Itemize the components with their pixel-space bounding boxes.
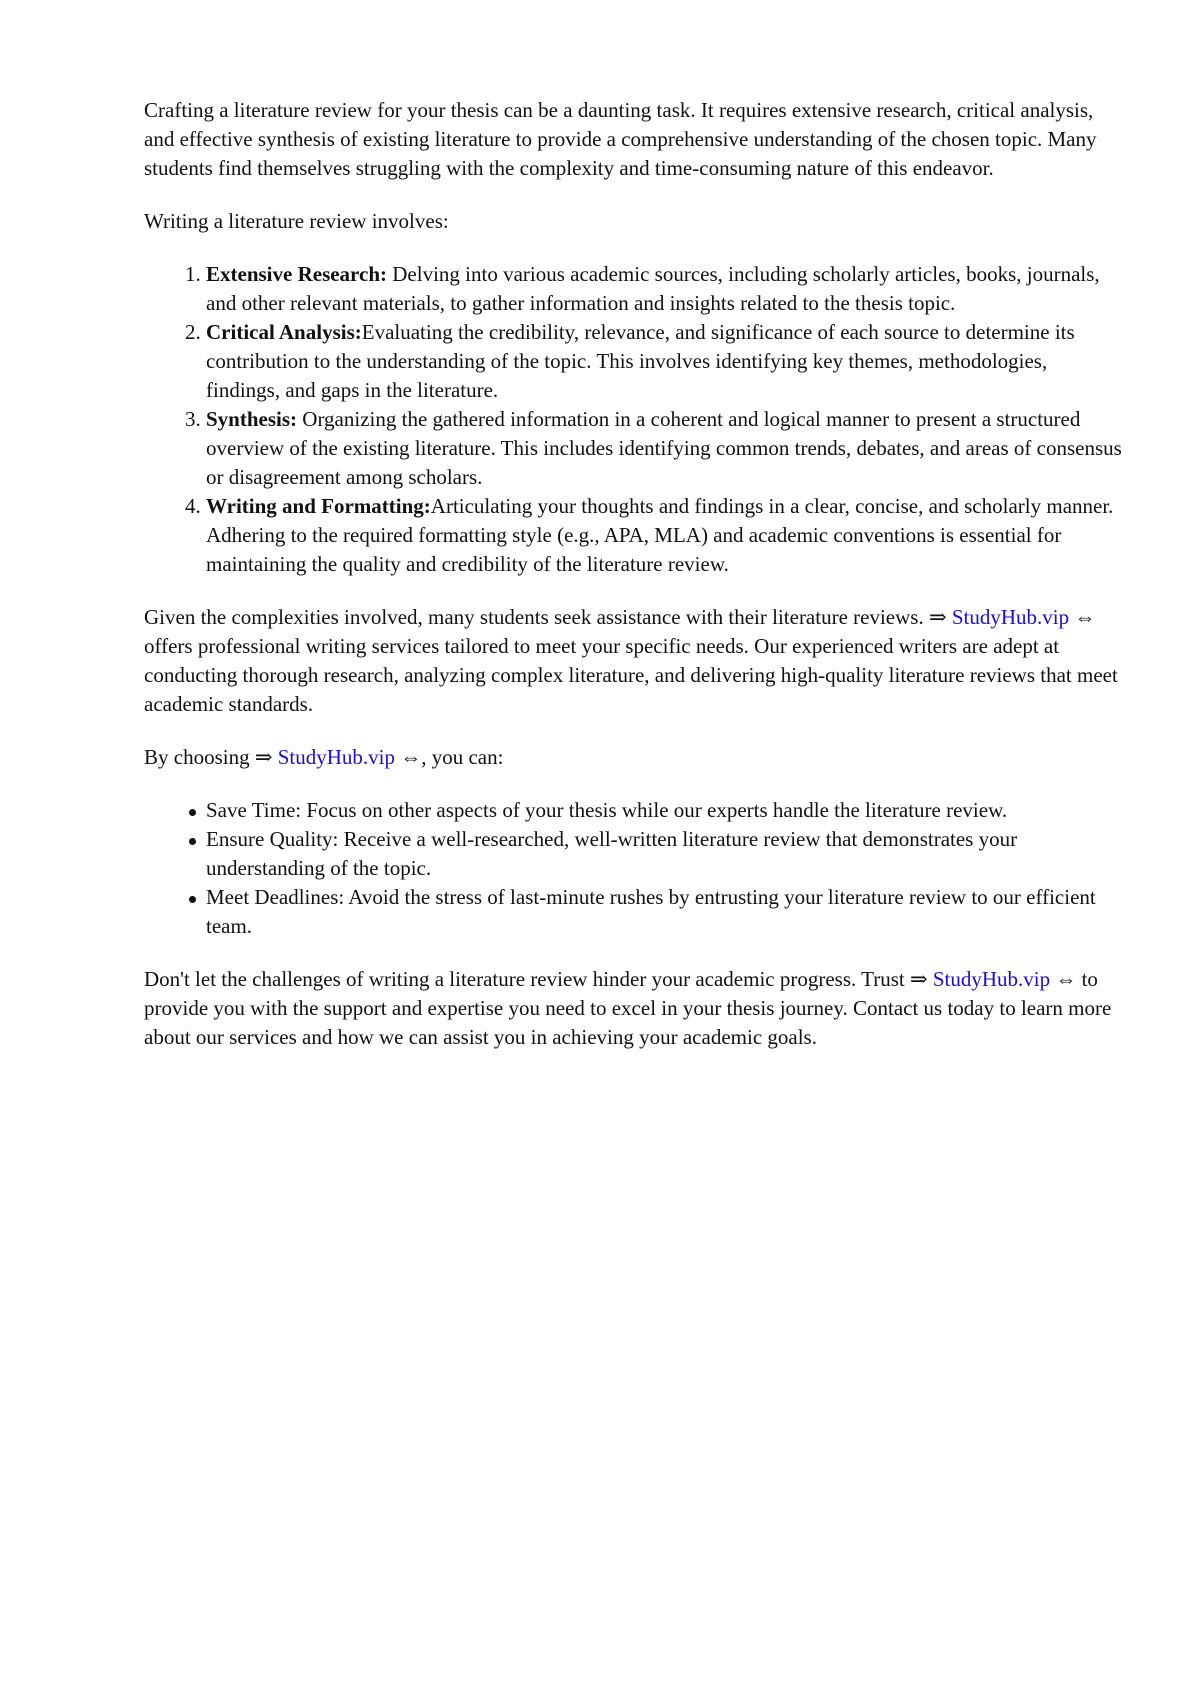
bullet-icon <box>189 896 196 903</box>
step-text: Organizing the gathered information in a coherent and logical manner to present a structured overview of the existing literature. This includes identifying common trends, debates, and areas of consensus or disagreement among scholars. <box>206 407 1122 489</box>
intro-paragraph: Crafting a literature review for your thesis can be a daunting task. It requires extensive research, critical analysis, and effective synthesis of existing literature to provide a comprehensive understanding of the chosen topic. Many students find themselves struggling with the complexity and time-consuming nature of this endeavor. <box>144 98 1097 180</box>
choosing-text-after: ⇔, you can: <box>394 745 504 769</box>
step-text: Articulating your thoughts and findings in a clear, concise, and scholarly manner. Adhering to the required formatting style (e.g., APA, MLA) and academic conventions is essential for maintaining the quality and credibility of the literature review. <box>206 494 1114 576</box>
studyhub-link[interactable]: StudyHub.vip <box>277 745 395 769</box>
benefits-list <box>144 796 1124 941</box>
choosing-text-before: By choosing ⇒ <box>144 745 278 769</box>
assistance-text-before: Given the complexities involved, many students seek assistance with their literature reviews. ⇒ <box>144 605 952 629</box>
benefit-item <box>206 796 1124 825</box>
assistance-text-after: ⇔ offers professional writing services tailored to meet your specific needs. Our experienced writers are adept at conducting thorough research, analyzing complex literature, and delivering high-quality literature reviews that meet academic standards. <box>144 605 1118 716</box>
step-title: Extensive Research: <box>206 262 387 286</box>
step-item <box>206 492 1124 579</box>
bullet-icon <box>189 809 196 816</box>
benefit-text: Meet Deadlines: Avoid the stress of last-minute rushes by entrusting your literature review to our efficient team. <box>206 885 1096 938</box>
step-item <box>206 260 1124 318</box>
closing-text-after: ⇔ to provide you with the support and expertise you need to excel in your thesis journey. Contact us today to learn more about our services and how we can assist you in achieving your academic goals. <box>144 967 1112 1049</box>
steps-list <box>144 260 1124 579</box>
step-text: Evaluating the credibility, relevance, and significance of each source to determine its contribution to the understanding of the topic. This involves identifying key themes, methodologies, findings, and gaps in the literature. <box>206 320 1075 402</box>
closing-text-before: Don't let the challenges of writing a literature review hinder your academic progress. Trust ⇒ <box>144 967 933 991</box>
involves-heading: Writing a literature review involves: <box>144 209 449 233</box>
step-title: Synthesis: <box>206 407 298 431</box>
benefit-text: Ensure Quality: Receive a well-researched, well-written literature review that demonstrates your understanding of the topic. <box>206 827 1018 880</box>
bullet-icon <box>189 838 196 845</box>
studyhub-link[interactable]: StudyHub.vip <box>932 967 1051 991</box>
closing-paragraph <box>144 965 1124 1052</box>
benefit-item <box>206 883 1124 941</box>
step-item <box>206 318 1124 405</box>
step-title: Critical Analysis: <box>206 320 362 344</box>
step-title: Writing and Formatting: <box>206 494 431 518</box>
document-page <box>144 96 1124 1076</box>
step-text: Delving into various academic sources, including scholarly articles, books, journals, and other relevant materials, to gather information and insights related to the thesis topic. <box>206 262 1100 315</box>
benefit-item <box>206 825 1124 883</box>
assistance-paragraph <box>144 603 1124 719</box>
choosing-paragraph <box>144 743 1124 772</box>
step-item <box>206 405 1124 492</box>
benefit-text: Save Time: Focus on other aspects of your thesis while our experts handle the literature review. <box>206 798 1008 822</box>
studyhub-link[interactable]: StudyHub.vip <box>951 605 1070 629</box>
